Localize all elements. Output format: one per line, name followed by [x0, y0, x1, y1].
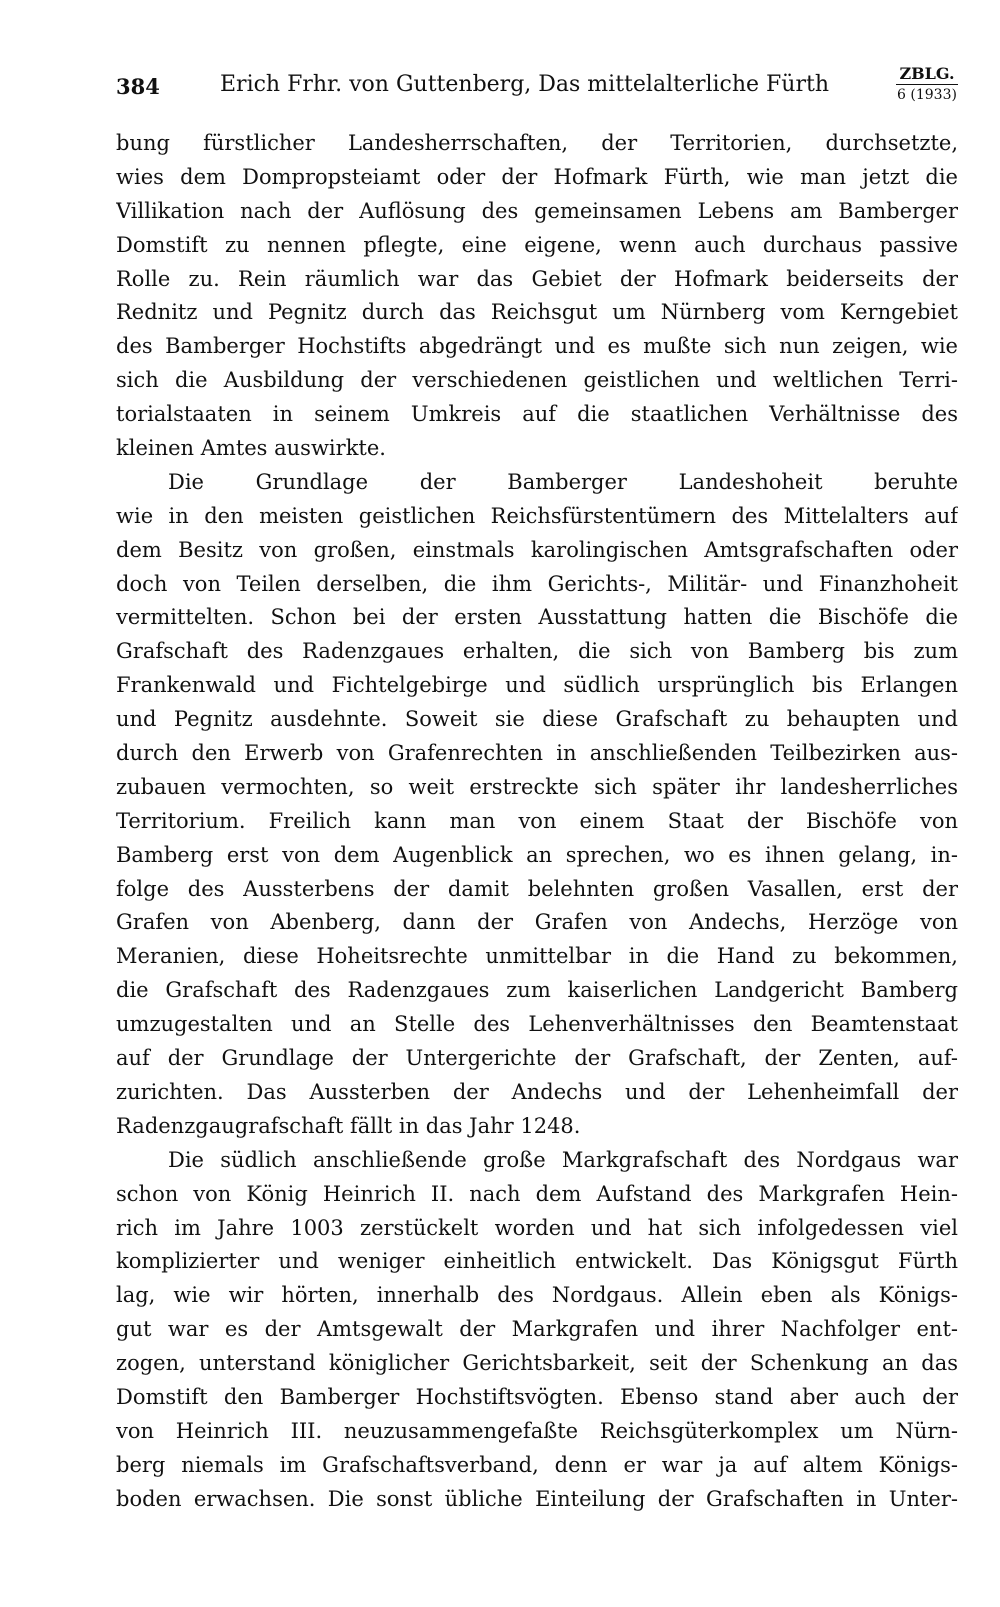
text-line: umzugestalten und an Stelle des Lehenverhältnisses den Beamtenstaat [116, 1012, 958, 1037]
text-line: Domstift zu nennen pflegte, eine eigene, wenn auch durchaus passive [116, 232, 958, 257]
paragraph-3 [116, 1144, 958, 1517]
text-line: lag, wie wir hörten, innerhalb des Nordgaus. Allein eben als Königs- [116, 1283, 958, 1308]
text-line: rich im Jahre 1003 zerstückelt worden und hat sich infolgedessen viel [116, 1215, 958, 1240]
text-line: zogen, unterstand königlicher Gerichtsbarkeit, seit der Schenkung an das [116, 1351, 958, 1376]
page-number: 384 [116, 74, 160, 99]
text-line: Frankenwald und Fichtelgebirge und südlich ursprünglich bis Erlangen [116, 673, 958, 698]
text-line: berg niemals im Grafschaftsverband, denn er war ja auf altem Königs- [116, 1452, 958, 1477]
text-line: des Bamberger Hochstifts abgedrängt und es mußte sich nun zeigen, wie [116, 334, 958, 359]
text-line: komplizierter und weniger einheitlich entwickelt. Das Königsgut Fürth [116, 1249, 958, 1274]
text-line: gut war es der Amtsgewalt der Markgrafen und ihrer Nachfolger ent- [116, 1317, 958, 1342]
text-line: wie in den meisten geistlichen Reichsfürstentümern des Mittelalters auf [116, 503, 958, 528]
text-line: sich die Ausbildung der verschiedenen geistlichen und weltlichen Terri- [116, 368, 958, 393]
page-header [116, 66, 958, 108]
text-line: wies dem Dompropsteiamt oder der Hofmark Fürth, wie man jetzt die [116, 164, 958, 189]
paragraph-2 [116, 466, 958, 1144]
text-line: Grafschaft des Radenzgaues erhalten, die sich von Bamberg bis zum [116, 639, 958, 664]
text-line: folge des Aussterbens der damit belehnten großen Vasallen, erst der [116, 876, 958, 901]
text-line: Domstift den Bamberger Hochstiftsvögten. Ebenso stand aber auch der [116, 1384, 958, 1409]
text-line: kleinen Amtes auswirkte. [116, 436, 386, 461]
text-line: Meranien, diese Hoheitsrechte unmittelbar in die Hand zu bekommen, [116, 944, 958, 969]
text-line: durch den Erwerb von Grafenrechten in anschließenden Teilbezirken aus- [116, 741, 958, 766]
journal-reference [896, 66, 958, 102]
text-line: Rednitz und Pegnitz durch das Reichsgut um Nürnberg vom Kerngebiet [116, 300, 958, 325]
text-line: Grafen von Abenberg, dann der Grafen von Andechs, Herzöge von [116, 910, 958, 935]
text-line: Die Grundlage der Bamberger Landeshoheit beruhte [168, 469, 958, 494]
text-line: Rolle zu. Rein räumlich war das Gebiet der Hofmark beiderseits der [116, 266, 958, 291]
paragraph-1 [116, 127, 958, 466]
text-line: zurichten. Das Aussterben der Andechs und der Lehenheimfall der [116, 1079, 958, 1104]
body-text [116, 127, 958, 1517]
text-line: und Pegnitz ausdehnte. Soweit sie diese Grafschaft zu behaupten und [116, 707, 958, 732]
journal-abbreviation: ZBLG. [896, 66, 958, 85]
text-line: vermittelten. Schon bei der ersten Ausstattung hatten die Bischöfe die [116, 605, 958, 630]
text-line: schon von König Heinrich II. nach dem Aufstand des Markgrafen Hein- [116, 1181, 958, 1206]
text-line: bung fürstlicher Landesherrschaften, der Territorien, durchsetzte, [116, 131, 958, 155]
text-line: zubauen vermochten, so weit erstreckte sich später ihr landesherrliches [116, 774, 958, 799]
text-line: auf der Grundlage der Untergerichte der Grafschaft, der Zenten, auf- [116, 1046, 958, 1071]
text-line: Die südlich anschließende große Markgrafschaft des Nordgaus war [168, 1147, 958, 1172]
text-line: boden erwachsen. Die sonst übliche Einteilung der Grafschaften in Unter- [116, 1486, 958, 1511]
text-line: torialstaaten in seinem Umkreis auf die staatlichen Verhältnisse des [116, 402, 958, 427]
running-head: Erich Frhr. von Guttenberg, Das mittelalterliche Fürth [220, 72, 830, 97]
text-line: Radenzgaugrafschaft fällt in das Jahr 1248. [116, 1113, 581, 1138]
text-line: von Heinrich III. neuzusammengefaßte Reichsgüterkomplex um Nürn- [116, 1418, 958, 1443]
text-line: Villikation nach der Auflösung des gemeinsamen Lebens am Bamberger [116, 198, 958, 223]
text-line: Territorium. Freilich kann man von einem Staat der Bischöfe von [116, 808, 958, 833]
journal-volume: 6 (1933) [897, 87, 957, 103]
text-line: doch von Teilen derselben, die ihm Gerichts-, Militär- und Finanzhoheit [116, 571, 958, 596]
text-line: dem Besitz von großen, einstmals karolingischen Amtsgrafschaften oder [116, 537, 958, 562]
text-line: die Grafschaft des Radenzgaues zum kaiserlichen Landgericht Bamberg [116, 978, 958, 1003]
text-line: Bamberg erst von dem Augenblick an sprechen, wo es ihnen gelang, in- [116, 842, 958, 867]
